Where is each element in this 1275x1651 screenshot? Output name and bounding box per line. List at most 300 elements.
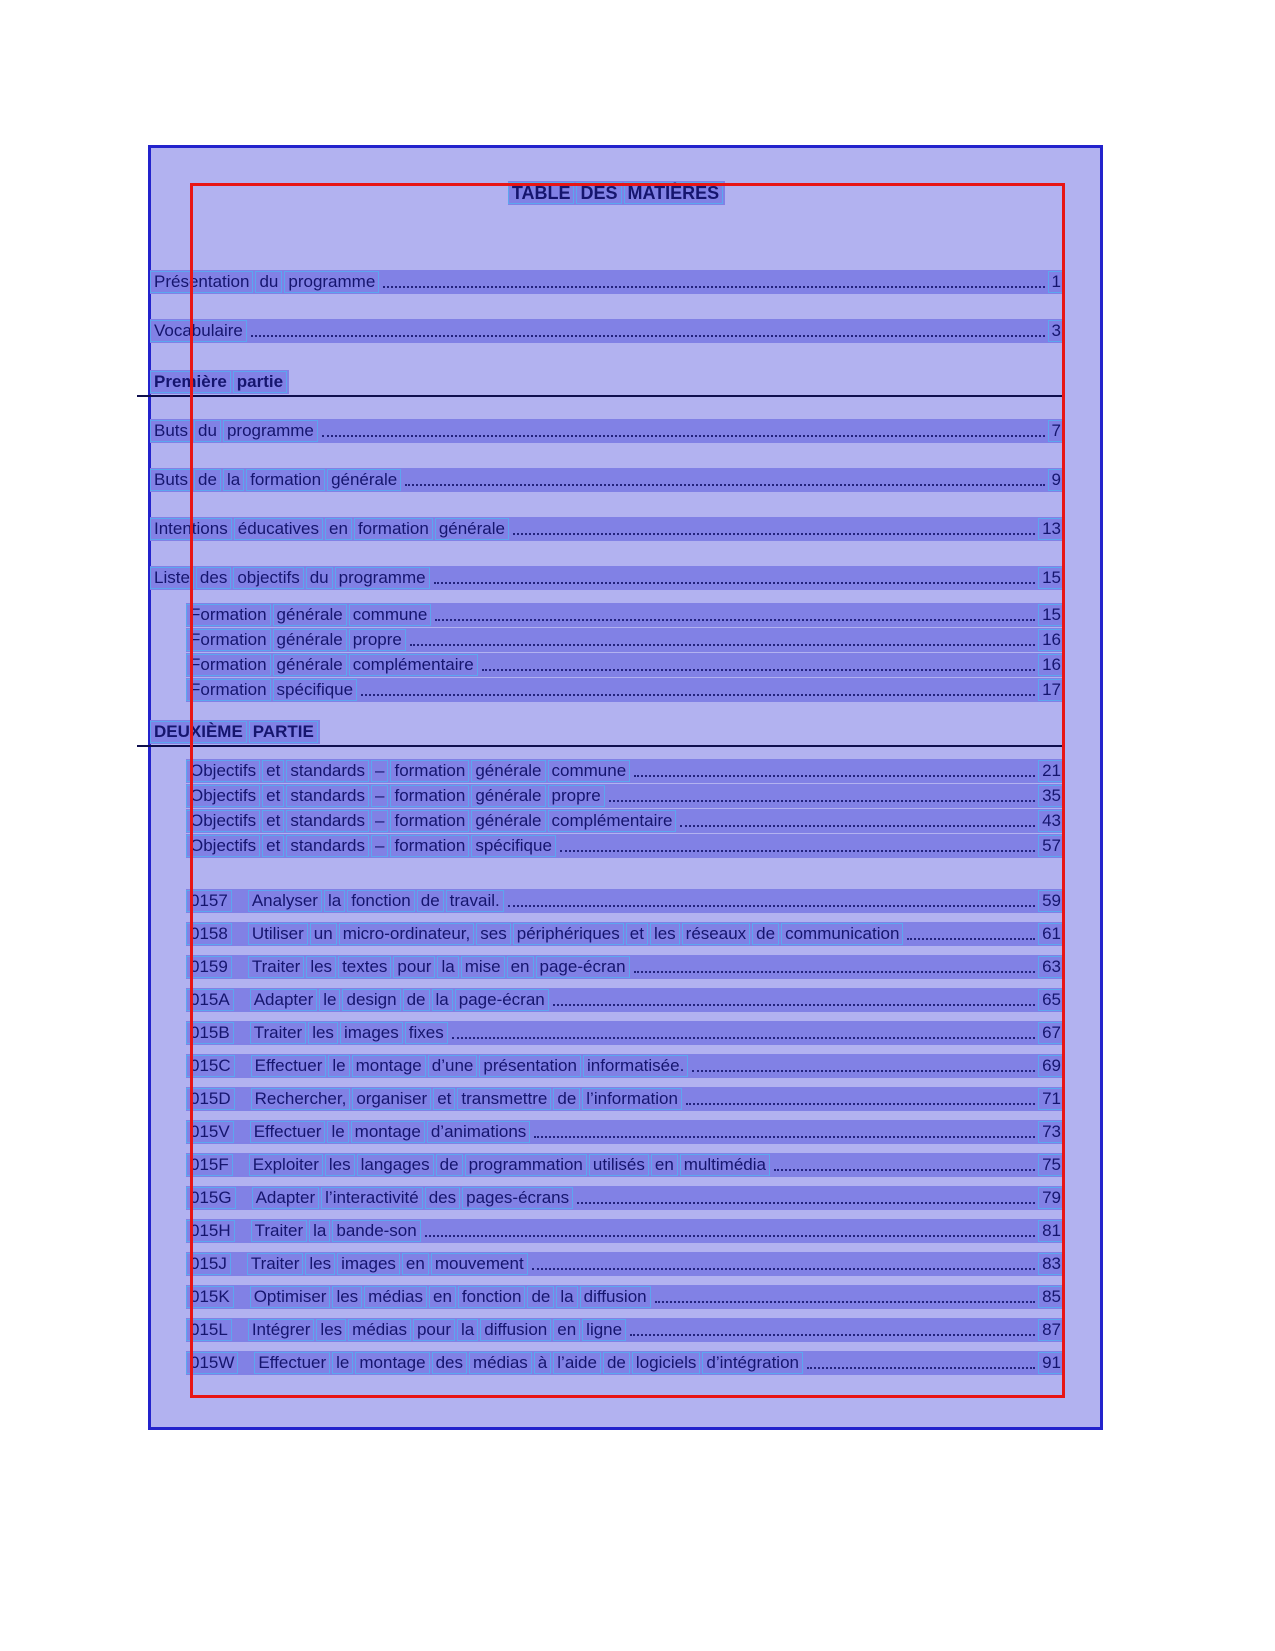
word-box: la <box>324 890 345 912</box>
dot-leader <box>577 1202 1035 1204</box>
word-box: standards <box>286 760 369 782</box>
dot-leader <box>513 533 1035 535</box>
word-box: formation <box>390 785 469 807</box>
word-box: et <box>262 760 284 782</box>
word-box: programme <box>284 271 379 293</box>
word-box: Analyser <box>248 890 322 912</box>
word-box: 0158 <box>186 923 232 945</box>
word-box: en <box>553 1319 580 1341</box>
word-box: les <box>650 923 680 945</box>
word-box: montage <box>355 1352 429 1374</box>
entry-label <box>186 1120 532 1144</box>
entry-label <box>150 319 249 343</box>
page-number: 15 <box>1038 604 1065 626</box>
toc-content <box>150 181 1065 1375</box>
word-box: DEUXIÈME <box>150 721 247 743</box>
word-box: 015F <box>186 1154 233 1176</box>
word-box: Buts <box>150 469 192 491</box>
word-box: pour <box>393 956 435 978</box>
word-box: médias <box>348 1319 411 1341</box>
word-box: en <box>325 518 352 540</box>
entry-label <box>150 419 320 443</box>
word-box: formation <box>354 518 433 540</box>
word-box: – <box>371 810 388 832</box>
page-number: 69 <box>1038 1055 1065 1077</box>
dot-leader <box>532 1268 1035 1270</box>
word-box: informatisée. <box>583 1055 688 1077</box>
toc-title-row <box>159 181 1074 205</box>
page-number: 7 <box>1048 420 1065 442</box>
word-box: Exploiter <box>249 1154 323 1176</box>
word-box: diffusion <box>580 1286 651 1308</box>
word-box: 015L <box>186 1319 232 1341</box>
word-box: 015A <box>186 989 234 1011</box>
word-box: mise <box>461 956 505 978</box>
entry-label <box>186 809 678 833</box>
page-number: 3 <box>1048 320 1065 342</box>
entry-label <box>150 468 403 492</box>
word-box: 015K <box>186 1286 234 1308</box>
word-box: spécifique <box>273 679 358 701</box>
word-box: page-écran <box>536 956 630 978</box>
word-box: DES <box>576 182 621 204</box>
word-box: les <box>305 1253 335 1275</box>
page-number: 75 <box>1038 1154 1065 1176</box>
word-box: montage <box>351 1121 425 1143</box>
word-box: Effectuer <box>250 1121 326 1143</box>
word-box: utilisés <box>589 1154 649 1176</box>
word-box: Intentions <box>150 518 232 540</box>
word-box: travail. <box>446 890 504 912</box>
word-box: MATIÈRES <box>624 182 724 204</box>
word-box: Effectuer <box>254 1352 330 1374</box>
word-box: éducatives <box>234 518 323 540</box>
word-box: Rechercher, <box>251 1088 351 1110</box>
word-box: du <box>306 567 333 589</box>
dot-leader <box>553 1004 1035 1006</box>
word-box: Présentation <box>150 271 253 293</box>
word-box: générale <box>273 629 347 651</box>
entry-label <box>186 1054 690 1078</box>
word-box: Objectifs <box>186 810 260 832</box>
word-box: fixes <box>405 1022 448 1044</box>
toc-section-heading <box>150 720 1065 744</box>
word-box: le <box>328 1055 349 1077</box>
page-number: 87 <box>1038 1319 1065 1341</box>
word-box: présentation <box>479 1055 581 1077</box>
entry-label <box>186 653 480 677</box>
word-box: médias <box>364 1286 427 1308</box>
word-box: Utiliser <box>248 923 308 945</box>
word-box: du <box>194 420 221 442</box>
word-box: la <box>556 1286 577 1308</box>
word-box: les <box>332 1286 362 1308</box>
word-box: ses <box>476 923 510 945</box>
word-box: logiciels <box>632 1352 700 1374</box>
word-box: des <box>196 567 231 589</box>
word-box: Formation <box>186 629 271 651</box>
word-box: 0159 <box>186 956 232 978</box>
dot-leader <box>434 582 1036 584</box>
toc-entry <box>150 419 1065 443</box>
word-box: d’une <box>428 1055 478 1077</box>
toc-entry <box>186 653 1065 677</box>
word-box: la <box>432 989 453 1011</box>
word-box: standards <box>286 835 369 857</box>
word-box: et <box>433 1088 455 1110</box>
page-number: 67 <box>1038 1022 1065 1044</box>
entry-label <box>186 955 632 979</box>
entry-label <box>186 834 558 858</box>
word-box: 015H <box>186 1220 235 1242</box>
dot-leader <box>807 1367 1035 1369</box>
page-number: 16 <box>1038 654 1065 676</box>
word-box: montage <box>352 1055 426 1077</box>
word-box: Objectifs <box>186 785 260 807</box>
page-number: 59 <box>1038 890 1065 912</box>
toc-entry <box>186 988 1065 1012</box>
dot-leader <box>405 484 1044 486</box>
word-box: du <box>255 271 282 293</box>
word-box: les <box>308 1022 338 1044</box>
toc-entry <box>186 1351 1065 1375</box>
word-box: 0157 <box>186 890 232 912</box>
word-box: fonction <box>347 890 415 912</box>
word-box: design <box>342 989 400 1011</box>
word-box: à <box>534 1352 551 1374</box>
word-box: images <box>337 1253 400 1275</box>
word-box: de <box>436 1154 463 1176</box>
entry-label <box>186 1186 575 1210</box>
word-box: pour <box>413 1319 455 1341</box>
word-box: réseaux <box>682 923 750 945</box>
word-box: page-écran <box>455 989 549 1011</box>
dot-leader <box>508 905 1035 907</box>
word-box: et <box>262 835 284 857</box>
word-box: Formation <box>186 679 271 701</box>
word-box: commune <box>349 604 432 626</box>
word-box: textes <box>338 956 391 978</box>
entry-label <box>186 603 433 627</box>
toc-section-heading <box>150 370 1065 394</box>
word-box: générale <box>471 785 545 807</box>
dot-leader <box>383 286 1044 288</box>
toc-entry <box>186 1120 1065 1144</box>
toc-entry <box>186 1186 1065 1210</box>
word-box: et <box>262 785 284 807</box>
word-box: 015C <box>186 1055 235 1077</box>
dot-leader <box>410 644 1035 646</box>
word-box: Formation <box>186 654 271 676</box>
page-number: 65 <box>1038 989 1065 1011</box>
word-box: de <box>417 890 444 912</box>
dot-leader <box>634 971 1036 973</box>
word-box: des <box>425 1187 460 1209</box>
word-box: communication <box>781 923 903 945</box>
word-box: objectifs <box>233 567 303 589</box>
word-box: Intégrer <box>248 1319 315 1341</box>
word-box: médias <box>469 1352 532 1374</box>
toc-entry <box>186 809 1065 833</box>
word-box: micro-ordinateur, <box>339 923 475 945</box>
word-box: le <box>327 1121 348 1143</box>
word-box: Effectuer <box>251 1055 327 1077</box>
dot-leader <box>425 1235 1035 1237</box>
entry-label <box>186 1351 805 1375</box>
word-box: Formation <box>186 604 271 626</box>
toc-entry <box>150 517 1065 541</box>
word-box: – <box>371 835 388 857</box>
page-number: 85 <box>1038 1286 1065 1308</box>
toc-entry <box>186 1219 1065 1243</box>
word-box: de <box>553 1088 580 1110</box>
word-box: formation <box>390 835 469 857</box>
toc-entry <box>186 759 1065 783</box>
toc-entry <box>186 603 1065 627</box>
entry-label <box>186 1219 423 1243</box>
word-box: d’intégration <box>702 1352 803 1374</box>
entry-label <box>186 784 607 808</box>
toc-entry <box>186 1054 1065 1078</box>
page-number: 43 <box>1038 810 1065 832</box>
word-box: périphériques <box>513 923 624 945</box>
word-box: de <box>752 923 779 945</box>
word-box: les <box>306 956 336 978</box>
word-box: transmettre <box>457 1088 551 1110</box>
word-box: Première <box>150 371 231 393</box>
page-number: 73 <box>1038 1121 1065 1143</box>
page-number: 79 <box>1038 1187 1065 1209</box>
word-box: programme <box>223 420 318 442</box>
dot-leader <box>907 938 1035 940</box>
word-box: – <box>371 785 388 807</box>
dot-leader <box>251 335 1045 337</box>
dot-leader <box>560 850 1035 852</box>
page-number: 35 <box>1038 785 1065 807</box>
word-box: multimédia <box>680 1154 770 1176</box>
word-box: en <box>402 1253 429 1275</box>
word-box: l’aide <box>553 1352 601 1374</box>
dot-leader <box>680 825 1035 827</box>
word-box: Traiter <box>247 1253 304 1275</box>
word-box: fonction <box>458 1286 526 1308</box>
toc-entry <box>186 1021 1065 1045</box>
dot-leader <box>630 1334 1035 1336</box>
word-box: la <box>309 1220 330 1242</box>
toc-entry <box>186 889 1065 913</box>
word-box: en <box>507 956 534 978</box>
word-box: des <box>432 1352 467 1374</box>
word-box: les <box>316 1319 346 1341</box>
dot-leader <box>774 1169 1035 1171</box>
entry-label <box>186 1021 450 1045</box>
word-box: Optimiser <box>250 1286 331 1308</box>
page-number: 71 <box>1038 1088 1065 1110</box>
word-box: générale <box>471 760 545 782</box>
toc-entry <box>150 270 1065 294</box>
word-box: l’interactivité <box>321 1187 423 1209</box>
page-number: 81 <box>1038 1220 1065 1242</box>
word-box: Adapter <box>252 1187 320 1209</box>
word-box: les <box>325 1154 355 1176</box>
page-number: 83 <box>1038 1253 1065 1275</box>
toc-entry <box>186 628 1065 652</box>
word-box: Liste <box>150 567 194 589</box>
entry-label <box>186 759 632 783</box>
dot-leader <box>435 619 1035 621</box>
word-box: de <box>527 1286 554 1308</box>
toc-entry <box>150 468 1065 492</box>
toc-entry <box>186 834 1065 858</box>
page-number: 15 <box>1038 567 1065 589</box>
entry-label <box>186 1318 628 1342</box>
toc-entry <box>150 319 1065 343</box>
word-box: pages-écrans <box>462 1187 573 1209</box>
word-box: Traiter <box>250 1022 307 1044</box>
toc-entry <box>186 922 1065 946</box>
toc-list <box>150 270 1065 1375</box>
toc-entry <box>186 678 1065 702</box>
word-box: Traiter <box>248 956 305 978</box>
page-number: 13 <box>1038 518 1065 540</box>
word-box: commune <box>548 760 631 782</box>
entry-label <box>186 922 905 946</box>
word-box: la <box>437 956 458 978</box>
word-box: programmation <box>465 1154 587 1176</box>
dot-leader <box>361 694 1035 696</box>
entry-label <box>186 988 551 1012</box>
word-box: générale <box>327 469 401 491</box>
word-box: la <box>223 469 244 491</box>
word-box: images <box>340 1022 403 1044</box>
word-box: Objectifs <box>186 760 260 782</box>
toc-entry <box>186 1087 1065 1111</box>
word-box: la <box>457 1319 478 1341</box>
word-box: diffusion <box>480 1319 551 1341</box>
dot-leader <box>534 1136 1035 1138</box>
word-box: un <box>310 923 337 945</box>
word-box: et <box>626 923 648 945</box>
word-box: Traiter <box>251 1220 308 1242</box>
dot-leader <box>655 1301 1035 1303</box>
toc-entry <box>186 784 1065 808</box>
word-box: de <box>194 469 221 491</box>
word-box: 015J <box>186 1253 231 1275</box>
entry-label <box>186 628 408 652</box>
page-number: 1 <box>1048 271 1065 293</box>
dot-leader <box>686 1103 1035 1105</box>
word-box: le <box>332 1352 353 1374</box>
page-number: 91 <box>1038 1352 1065 1374</box>
word-box: propre <box>548 785 605 807</box>
dot-leader <box>322 435 1045 437</box>
word-box: de <box>603 1352 630 1374</box>
word-box: 015D <box>186 1088 235 1110</box>
page-number: 63 <box>1038 956 1065 978</box>
word-box: formation <box>390 810 469 832</box>
dot-leader <box>609 800 1035 802</box>
dot-leader <box>482 669 1035 671</box>
word-box: générale <box>471 810 545 832</box>
entry-label <box>186 1252 530 1276</box>
word-box: complémentaire <box>548 810 677 832</box>
word-box: d’animations <box>427 1121 530 1143</box>
toc-entry <box>186 1318 1065 1342</box>
word-box: le <box>319 989 340 1011</box>
word-box: ligne <box>582 1319 626 1341</box>
word-box: 015G <box>186 1187 236 1209</box>
word-box: formation <box>246 469 325 491</box>
word-box: mouvement <box>431 1253 528 1275</box>
word-box: TABLE <box>508 182 575 204</box>
word-box: générale <box>435 518 509 540</box>
entry-label <box>186 889 506 913</box>
word-box: bande-son <box>332 1220 420 1242</box>
word-box: formation <box>390 760 469 782</box>
word-box: 015W <box>186 1352 238 1374</box>
word-box: générale <box>273 654 347 676</box>
entry-label <box>186 678 359 702</box>
word-box: organiser <box>352 1088 431 1110</box>
toc-entry <box>186 955 1065 979</box>
page-number: 17 <box>1038 679 1065 701</box>
word-box: propre <box>349 629 406 651</box>
word-box: générale <box>273 604 347 626</box>
entry-label <box>150 270 381 294</box>
dot-leader <box>692 1070 1035 1072</box>
word-box: et <box>262 810 284 832</box>
word-box: en <box>429 1286 456 1308</box>
page-number: 16 <box>1038 629 1065 651</box>
entry-label <box>186 1087 684 1111</box>
toc-entry <box>186 1252 1065 1276</box>
word-box: de <box>403 989 430 1011</box>
dot-leader <box>634 775 1035 777</box>
page-number: 61 <box>1038 923 1065 945</box>
dot-leader <box>452 1037 1035 1039</box>
entry-label <box>150 720 320 744</box>
entry-label <box>186 1285 653 1309</box>
word-box: 015V <box>186 1121 234 1143</box>
word-box: langages <box>357 1154 434 1176</box>
word-box: standards <box>286 810 369 832</box>
entry-label <box>150 517 511 541</box>
word-box: Adapter <box>250 989 318 1011</box>
word-box: en <box>651 1154 678 1176</box>
page-title <box>508 181 725 205</box>
toc-entry <box>150 566 1065 590</box>
word-box: Vocabulaire <box>150 320 247 342</box>
entry-label <box>150 370 289 394</box>
word-box: Objectifs <box>186 835 260 857</box>
word-box: programme <box>335 567 430 589</box>
word-box: standards <box>286 785 369 807</box>
word-box: 015B <box>186 1022 234 1044</box>
word-box: Buts <box>150 420 192 442</box>
word-box: complémentaire <box>349 654 478 676</box>
page-number: 21 <box>1038 760 1065 782</box>
word-box: PARTIE <box>249 721 318 743</box>
entry-label <box>186 1153 772 1177</box>
word-box: spécifique <box>471 835 556 857</box>
entry-label <box>150 566 432 590</box>
word-box: partie <box>233 371 287 393</box>
toc-entry <box>186 1285 1065 1309</box>
word-box: l’information <box>582 1088 682 1110</box>
toc-entry <box>186 1153 1065 1177</box>
page-number: 57 <box>1038 835 1065 857</box>
page-number: 9 <box>1048 469 1065 491</box>
